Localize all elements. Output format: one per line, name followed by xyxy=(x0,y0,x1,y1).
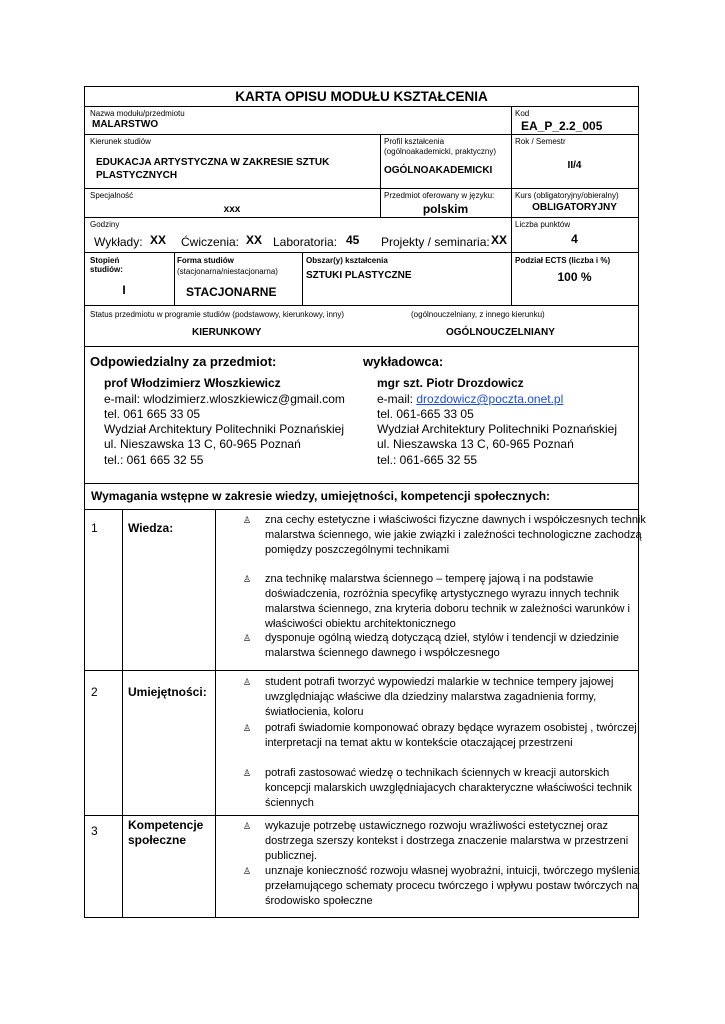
ects-points-value: 4 xyxy=(571,232,578,246)
lecturer-email-prefix: e-mail: xyxy=(377,392,417,406)
ects-split-value: 100 % xyxy=(557,270,592,284)
exercises-label: Ćwiczenia: xyxy=(181,235,240,249)
list-item-text: student potrafi tworzyć wypowiedzi malarkie w technice tempery jajowej uwzględniając właściwe dla dziedziny malarstwa zagadnienia formy, światłocienia, koloru xyxy=(265,676,614,718)
course-type-label: Kurs (obligatoryjny/obieralny) xyxy=(515,191,619,200)
rule xyxy=(215,509,216,918)
rule xyxy=(84,305,639,306)
rule xyxy=(84,252,639,253)
module-value: MALARSTWO xyxy=(92,119,159,130)
degree-label-line2: studiów: xyxy=(90,265,123,274)
profile-label-line2: (ogólnoakademicki, praktyczny) xyxy=(384,147,497,156)
requirements-header: Wymagania wstępne w zakresie wiedzy, umiejętności, kompetencji społecznych: xyxy=(91,489,551,503)
projects-label: Projekty / seminaria: xyxy=(381,235,490,249)
lecturer-header: wykładowca: xyxy=(363,354,444,369)
code-value: EA_P_2.2_005 xyxy=(521,119,603,133)
profile-label-line1: Profil kształcenia xyxy=(384,137,445,146)
language-value: polskim xyxy=(422,202,469,216)
rule xyxy=(84,134,639,135)
rule xyxy=(511,106,512,253)
rule xyxy=(84,106,639,107)
lectures-value: XX xyxy=(150,233,167,247)
bullet-icon: ♙ xyxy=(243,768,252,778)
ects-split-label: Podział ECTS (liczba i %) xyxy=(515,256,611,265)
req-3-label-line2: społeczne xyxy=(128,833,187,847)
req-3-number: 3 xyxy=(91,824,98,838)
area-label: Obszar(y) kształcenia xyxy=(306,256,388,265)
frame-top xyxy=(84,86,639,87)
status-label: Status przedmiotu w programie studiów (podstawowy, kierunkowy, inny) xyxy=(90,310,345,319)
responsible-fax: tel.: 061 665 32 55 xyxy=(104,453,204,467)
language-label: Przedmiot oferowany w języku: xyxy=(384,191,495,200)
lab-value: 45 xyxy=(346,233,360,247)
status-label-2: (ogólnouczelniany, z innego kierunku) xyxy=(411,310,545,319)
rule xyxy=(84,509,639,510)
course-type-value: OBLIGATORYJNY xyxy=(532,202,617,213)
rule xyxy=(84,217,639,218)
lectures-label: Wykłady: xyxy=(94,235,143,249)
list-item-text: zna technikę malarstwa ściennego – temperę jajową i na podstawie doświadczenia, rozróżnia specyfikę artystycznego wyrazu innych technik malarstwa ściennego, zna kryteria doboru technik w zależności warunków i właściwości obiektu architektonicznego xyxy=(265,573,631,630)
req-2-number: 2 xyxy=(91,685,98,699)
lecturer-name: mgr szt. Piotr Drozdowicz xyxy=(377,376,524,390)
bullet-icon: ♙ xyxy=(243,723,252,733)
rule xyxy=(302,252,303,306)
bullet-icon: ♙ xyxy=(243,821,252,831)
bullet-icon: ♙ xyxy=(243,515,252,525)
responsible-name: prof Włodzimierz Włoszkiewicz xyxy=(104,376,281,390)
bullet-icon: ♙ xyxy=(243,677,252,687)
study-form-sublabel: (stacjonarna/niestacjonarna) xyxy=(177,267,278,276)
exercises-value: XX xyxy=(246,233,263,247)
status-value-2: OGÓLNOUCZELNIANY xyxy=(446,327,555,338)
lecturer-fax: tel.: 061-665 32 55 xyxy=(377,453,478,467)
specialty-value: xxx xyxy=(223,204,241,215)
list-item-text: potrafi zastosować wiedzę o technikach ściennych w kreacji autorskich koncepcji malarskich uwzględniajacych charakteryczne właściwości technik ściennych xyxy=(265,767,632,809)
lecturer-address: ul. Nieszawska 13 C, 60-965 Poznań xyxy=(377,437,574,451)
area-value: SZTUKI PLASTYCZNE xyxy=(306,270,412,281)
lecturer-email-line xyxy=(377,392,563,406)
responsible-dept: Wydział Architektury Politechniki Poznańskiej xyxy=(104,422,344,436)
field-value-line1: EDUKACJA ARTYSTYCZNA W ZAKRESIE SZTUK xyxy=(96,157,330,168)
rule xyxy=(84,670,639,671)
page-title: KARTA OPISU MODUŁU KSZTAŁCENIA xyxy=(235,89,488,104)
degree-label-line1: Stopień xyxy=(90,256,120,265)
lecturer-email-link[interactable]: drozdowicz@poczta.onet.pl xyxy=(416,392,564,406)
status-value: KIERUNKOWY xyxy=(192,327,262,338)
year-label: Rok / Semestr xyxy=(515,137,566,146)
bullet-icon: ♙ xyxy=(243,633,252,643)
specialty-label: Specjalność xyxy=(90,191,134,200)
responsible-header: Odpowiedzialny za przedmiot: xyxy=(90,354,277,369)
rule xyxy=(84,188,639,189)
responsible-email: e-mail: wlodzimierz.wloszkiewicz@gmail.com xyxy=(104,392,345,406)
field-value-line2: PLASTYCZNYCH xyxy=(96,170,178,181)
code-label: Kod xyxy=(515,109,530,118)
year-value: II/4 xyxy=(567,160,582,171)
req-1-number: 1 xyxy=(91,521,98,535)
frame-bottom xyxy=(84,917,639,918)
list-item-text: potrafi świadomie komponować obrazy będące wyrazem osobistej , twórczej interpretacji na temat aktu w kontekście otaczającej przestrzeni xyxy=(265,722,637,749)
rule xyxy=(174,252,175,306)
list-item-text: dysponuje ogólną wiedzą dotyczącą dzieł, stylów i tendencji w dziedzinie malarstwa ściennego dawnego i współczesnego xyxy=(265,632,620,659)
ects-points-label: Liczba punktów xyxy=(515,220,571,229)
req-2-label: Umiejętności: xyxy=(128,685,207,699)
responsible-tel: tel. 061 665 33 05 xyxy=(104,407,201,421)
list-item-text: wykazuje potrzebę ustawicznego rozwoju wrażliwości estetycznej oraz dostrzega szerszy kontekst i dostrzega znaczenie malarstwa w przestrzeni publicznej. xyxy=(265,820,629,862)
hours-label: Godziny xyxy=(90,220,120,229)
rule xyxy=(84,483,639,484)
rule xyxy=(84,815,639,816)
lab-label: Laboratoria: xyxy=(273,235,338,249)
study-form-value: STACJONARNE xyxy=(186,285,277,299)
rule xyxy=(122,509,123,918)
study-form-label: Forma studiów xyxy=(177,256,234,265)
field-label: Kierunek studiów xyxy=(90,137,151,146)
lecturer-tel: tel. 061-665 33 05 xyxy=(377,407,474,421)
profile-value: OGÓLNOAKADEMICKI xyxy=(384,165,493,176)
projects-value: XX xyxy=(491,233,508,247)
list-item-text: unznaje konieczność rozwoju własnej wyobraźni, intuicji, twórczego myślenia przełamującego schematy procecu twórczego i wpływu postaw twórczych na środowisko społeczne xyxy=(265,865,640,907)
degree-value: I xyxy=(122,283,126,297)
bullet-icon: ♙ xyxy=(243,574,252,584)
req-3-label-line1: Kompetencje xyxy=(128,818,204,832)
lecturer-dept: Wydział Architektury Politechniki Poznańskiej xyxy=(377,422,617,436)
list-item-text: zna cechy estetyczne i właściwości fizyczne dawnych i współczesnych technik malarstwa ściennego, wie jakie związki i zaleźności technologiczne zachodzą pomiędzy poszczególnymi technikami xyxy=(265,514,646,556)
bullet-icon: ♙ xyxy=(243,866,252,876)
module-label: Nazwa modułu/przedmiotu xyxy=(90,109,185,118)
responsible-address: ul. Nieszawska 13 C, 60-965 Poznań xyxy=(104,437,301,451)
rule xyxy=(84,346,639,347)
req-1-label: Wiedza: xyxy=(128,521,174,535)
